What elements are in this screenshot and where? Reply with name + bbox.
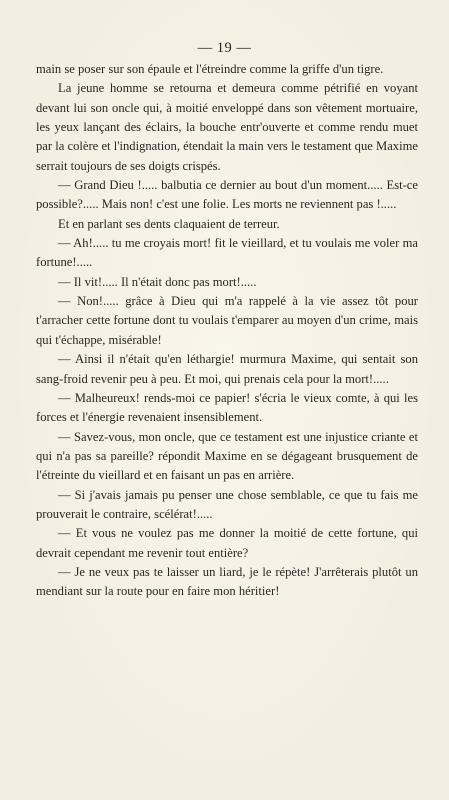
page-number: — 19 —: [197, 40, 252, 56]
paragraph: — Savez-vous, mon oncle, que ce testament est une injustice criante et qui n'a pas sa pareille? répondit Maxime en se dégageant brusquement de l'étreinte du vieillard et en faisant un pas en arrière.: [36, 429, 418, 483]
paragraph: — Non!..... grâce à Dieu qui m'a rappelé à la vie assez tôt pour t'arracher cette fortune dont tu voulais t'emparer au moyen d'un crime, mais qui t'échappe, misérable!: [36, 294, 418, 347]
paragraph: Et en parlant ses dents claquaient de terreur.: [58, 216, 280, 231]
paragraph: — Je ne veux pas te laisser un liard, je le répète! J'arrêterais plutôt un mendiant sur la route pour en faire mon héritier!: [36, 564, 418, 599]
paragraph: — Grand Dieu !..... balbutia ce dernier au bout d'un moment..... Est-ce possible?..... Mais non! c'est une folie. Les morts ne reviennent pas !.....: [36, 178, 418, 212]
paragraph: — Malheureux! rends-moi ce papier! s'écria le vieux comte, à qui les forces et l'énergie revenaient insensiblement.: [36, 390, 418, 425]
paragraph: — Ah!..... tu me croyais mort! fit le vieillard, et tu voulais me voler ma fortune!.....: [36, 236, 418, 270]
paragraph: main se poser sur son épaule et l'étreindre comme la griffe d'un tigre.: [36, 62, 384, 76]
paragraph: — Il vit!..... Il n'était donc pas mort!.....: [58, 274, 257, 289]
paragraph: — Et vous ne voulez pas me donner la moitié de cette fortune, qui devrait cependant me revenir tout entière?: [36, 526, 418, 560]
paragraph: — Si j'avais jamais pu penser une chose semblable, ce que tu fais me prouverait le contraire, scélérat!.....: [36, 487, 418, 521]
body-text: [36, 60, 418, 602]
paragraph: La jeune homme se retourna et demeura comme pétrifié en voyant devant lui son oncle qui, à moitié enveloppé dans son vêtement mortuaire, les yeux lançant des éclairs, la bouche entr'ouverte et comme rendu muet par la colère et l'indignation, étendait la main vers le testament que Maxime serrait toujours de ses doigts crispés.: [36, 81, 418, 173]
paragraph: — Ainsi il n'était qu'en léthargie! murmura Maxime, qui sentait son sang-froid revenir peu à peu. Et moi, qui prenais cela pour la mort!.....: [36, 352, 418, 386]
